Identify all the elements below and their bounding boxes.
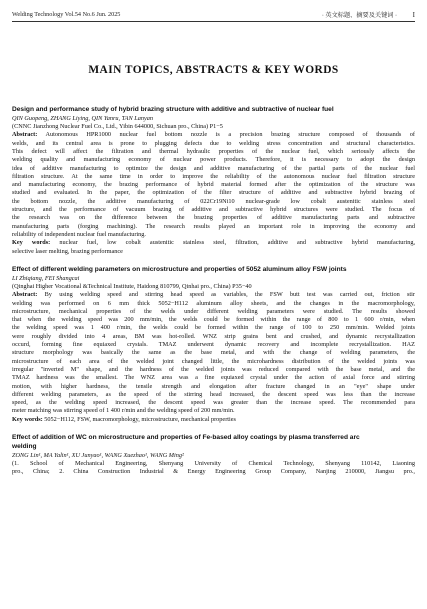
article-affiliation: (CNNC Jianzhong Nuclear Fuel Co., Ltd., Yibin 644000, Sichuan pro., China) P1−5 xyxy=(12,123,223,131)
abstract-line: studied and evaluated. In the paper, the optimization of the filter structure of additive and subtractive hybrid brazing of xyxy=(12,189,415,197)
journal-info: Welding Technology Vol.54 No.6 Jun. 2025 xyxy=(12,11,121,18)
keywords-label: Key words: xyxy=(12,415,43,423)
running-header xyxy=(12,8,415,22)
abstract-line: reliability of independent nuclear fuel manufacturing. xyxy=(12,230,146,238)
abstract-line: occurd, forming fine equiaxed crystals. TMAZ underwent dynamic recovery and incomplete recrystallization. HAZ xyxy=(12,341,415,349)
abstract-line: TMAZ hardness was the smallest. The WNZ area was a fine equiaxed crystal under the action of axial force and stirring xyxy=(12,374,415,382)
keywords-line: Key words: 5052−H112, FSW, macromorphology, microstructure, mechanical properties xyxy=(12,415,236,423)
abstract-line: welding quality and manufacturing economy of nuclear power products. Therefore, it is necessary to adopt the design xyxy=(12,156,415,164)
abstract-line: structure morphology was basically the same as the base metal, and with the change of welding parameters, the xyxy=(12,349,415,357)
article-title-cont: welding xyxy=(12,442,37,450)
article-title: Design and performance study of hybrid brazing structure with additive and subtractive of nuclear fuel xyxy=(12,106,334,113)
article-title: Effect of different welding parameters on microstructure and properties of 5052 aluminum alloy FSW joints xyxy=(12,265,347,273)
header-rule xyxy=(12,21,415,22)
page-title: MAIN TOPICS, ABSTRACTS & KEY WORDS xyxy=(88,64,339,76)
article-affiliation: (Qinghai Higher Vocational &Technical Institute, Haidong 810799, Qinhai pro., China) P35−40 xyxy=(12,282,252,290)
abstract-label: Abstract: xyxy=(12,291,38,299)
abstract-line: motion, with higher hardness, the tensile strength and elongation after fracture changed in an "eye" shape under xyxy=(12,382,415,390)
article-authors: LI Zhiqiang, FEI Shangcai xyxy=(12,274,80,282)
abstract-line: meter matching was stirring speed of 1 400 r/min and the welding speed of 200 mm/min. xyxy=(12,407,235,415)
article-authors: ZONG Lin¹, MA Yalin¹, XU Junyao¹, WANG Xuezhao¹, WANG Ming² xyxy=(12,451,184,459)
abstract-line: manufacturing parts (forging machining). The research results played an important role in improving the economy and xyxy=(12,222,415,230)
article-1 xyxy=(12,106,415,256)
abstract-line: speed, as the welding speed increased, the descent speed was greater than the increase speed. The recommended para xyxy=(12,399,415,407)
article-affiliation: (1. School of Mechanical Engineering, Shenyang University of Chemical Technology, Shenyang 110142, Liaoning xyxy=(12,459,415,467)
abstract-line: the welding speed was 1 400 r/min, the welds could be formed within the range of 100 to 250 mm/min. Welded joints xyxy=(12,324,415,332)
abstract-line: filtration structure. At the same time in order to improve the reliability of the autonomous nuclear fuel filtration structure xyxy=(12,172,415,180)
section-info xyxy=(322,10,415,19)
article-2 xyxy=(12,266,415,424)
section-title: · 英文标题、摘要及关键词 · xyxy=(321,12,398,19)
article-affiliation: pro., China; 2. China Construction Industrial & Energy Engineering Group Company, Nanjing 210000, Jiangsu pro., xyxy=(12,468,415,476)
abstract-line: that when the welding speed was 200 mm/min, the welds could be formed within the range of 800 to 1 600 r/min, when xyxy=(12,316,415,324)
keywords-line: Key words: nuclear fuel, low cobalt austenitic stainless steel, filtration, additive and subtractive hybrid manufacturing, xyxy=(12,239,416,247)
abstract-line: This defect will affect the filtration and thermal hydraulic properties of the nuclear fuel, which seriously affects the xyxy=(12,147,415,155)
abstract-line: structure, and the performance of vacuum brazing of additive and subtractive hybrid structures were studied. The focus of xyxy=(12,206,415,214)
abstract-line: were roughly divided into 4 areas, BM was hot-rolled. WNZ strip grains bent and crushed, and dynamic recrystallization xyxy=(12,332,415,340)
abstract-line: and manufacturing economy, the brazing performance of hybrid material formed after the optimization of the structure was xyxy=(12,181,415,189)
article-title: Effect of addition of WC on microstructure and properties of Fe-based alloy coatings by plasma transferred arc xyxy=(12,433,360,441)
abstract-line: the bottom nozzle, the additive manufacturing of 022Cr19Ni10 nuclear-grade low cobalt austenitic stainless steel xyxy=(12,197,415,205)
abstract-line: microstructure, mechanical properties of the welds under different welding parameters were studied. The results showed xyxy=(12,307,415,315)
abstract-line: idea of additive manufacturing to optimize the design and additive manufacturing of the partial parts of the nuclear fuel xyxy=(12,164,415,172)
abstract-line: Abstract: Autonomous HPR1000 nuclear fuel bottom nozzle is a precision brazing structure composed of thousands of xyxy=(12,131,415,139)
abstract-line: welds, and its central area is prone to plugging defects due to welding stress concentration and structural characteristics. xyxy=(12,139,415,147)
keywords-line: selective laser melting, brazing performance xyxy=(12,247,123,255)
abstract-line: different welding parameters, as the speed of the stirring head increased, the descent speed was less than the increase xyxy=(12,390,415,398)
article-3 xyxy=(12,434,415,476)
abstract-label: Abstract: xyxy=(12,131,38,139)
abstract-line: welding was performed on 6 mm thick 5052−H112 aluminum alloy sheets, and the changes in the macromorphology, xyxy=(12,299,415,307)
abstract-line: Abstract: By using welding speed and stirring head speed as variables, the FSW butt test was carried out, friction stir xyxy=(12,291,415,299)
page-number: I xyxy=(412,11,415,19)
article-authors: QIN Guopeng, ZHANG Liying, QIN Yanru, TAN Lanyan xyxy=(12,114,153,122)
keywords-label: Key words: xyxy=(12,239,51,247)
abstract-line: the research was on the difference between the brazing properties of additive manufacturing parts and subtractive xyxy=(12,214,415,222)
abstract-line: irregular "inverted M" shape, and the hardness of the welded joints was reduced compared with the base metal, and the xyxy=(12,365,415,373)
article-list xyxy=(12,106,415,486)
abstract-line: microstructure of each area of the welded joint changed little, the microhardness distribution of the welded joints was xyxy=(12,357,415,365)
